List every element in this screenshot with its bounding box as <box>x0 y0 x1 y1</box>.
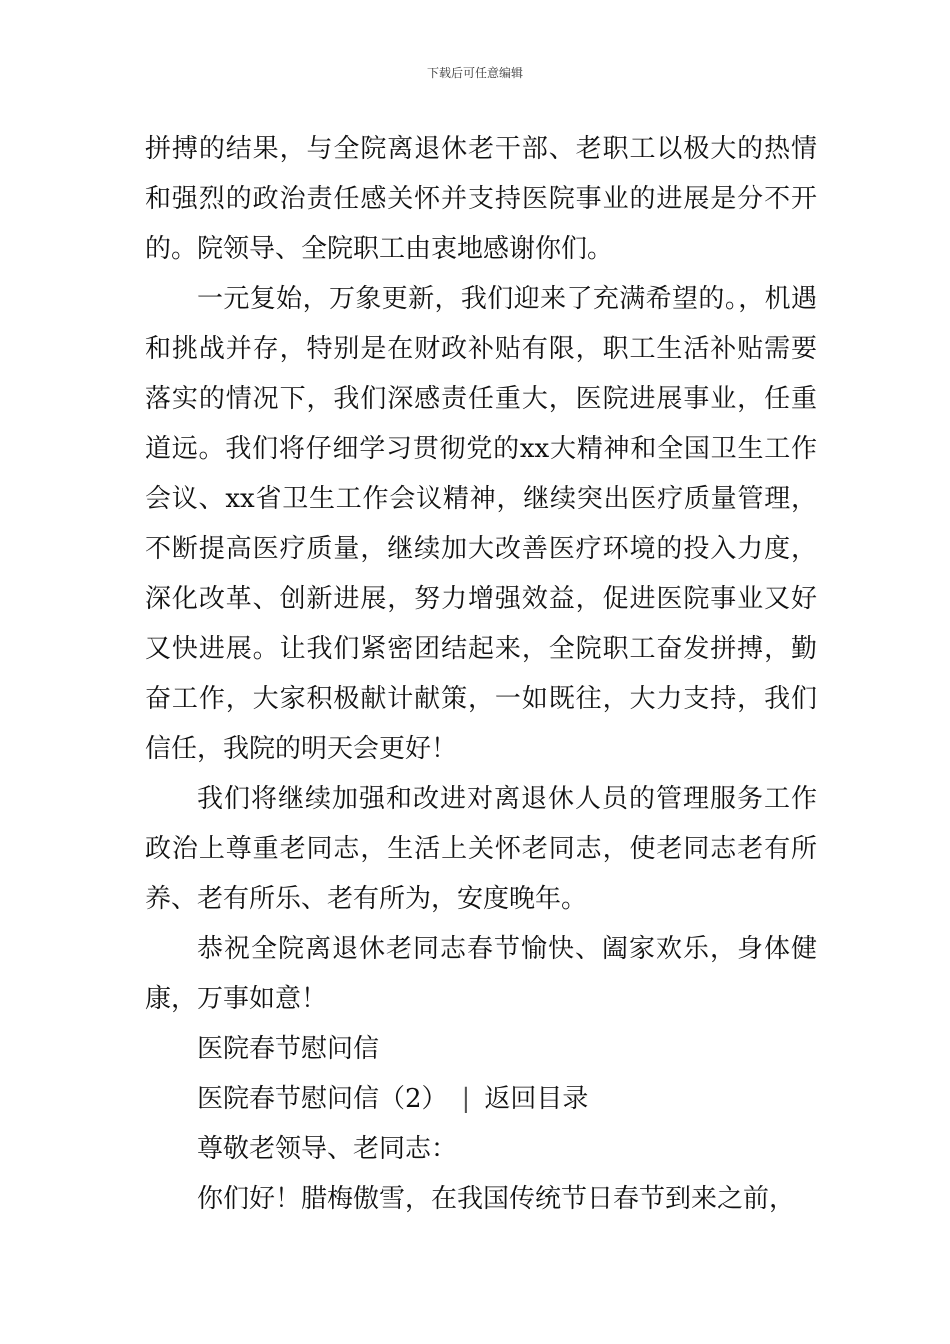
current-letter-title: 医院春节慰问信（2） <box>197 1084 448 1114</box>
letter-title: 医院春节慰问信 <box>197 1034 380 1064</box>
paragraph-3: 我们将继续加强和改进对离退休人员的管理服务工作政治上尊重老同志，生活上关怀老同志，使老同志老有所养、老有所乐、老有所为，安度晚年。 <box>145 784 817 914</box>
back-to-toc-link[interactable]: 返回目录 <box>484 1084 589 1114</box>
greeting-line: 你们好！腊梅傲雪，在我国传统节日春节到来之前， <box>197 1184 796 1214</box>
paragraph-1: 拼搏的结果，与全院离退休老干部、老职工以极大的热情和强烈的政治责任感关怀并支持医院事业的进展是分不开的。院领导、全院职工由衷地感谢你们。 <box>145 134 817 264</box>
paragraph-2: 一元复始，万象更新，我们迎来了充满希望的。，机遇和挑战并存，特别是在财政补贴有限，职工生活补贴需要落实的情况下，我们深感责任重大，医院进展事业，任重道远。我们将仔细学习贯彻党的xx大精神和全国卫生工作会议、xx省卫生工作会议精神，继续突出医疗质量管理，不断提高医疗质量，继续加大改善医疗环境的投入力度，深化改革、创新进展，努力增强效益，促进医院事业又好又快进展。让我们紧密团结起来，全院职工奋发拼搏，勤奋工作，大家积极献计献策，一如既往，大力支持，我们信任，我院的明天会更好！ <box>145 284 817 764</box>
paragraph-4: 恭祝全院离退休老同志春节愉快、阖家欢乐，身体健康，万事如意！ <box>145 934 817 1014</box>
nav-line <box>145 1074 817 1124</box>
page-header-note: 下载后可任意编辑 <box>426 66 523 80</box>
document-body <box>145 124 817 1224</box>
salutation: 尊敬老领导、老同志： <box>197 1134 458 1164</box>
nav-separator: | <box>461 1084 471 1114</box>
